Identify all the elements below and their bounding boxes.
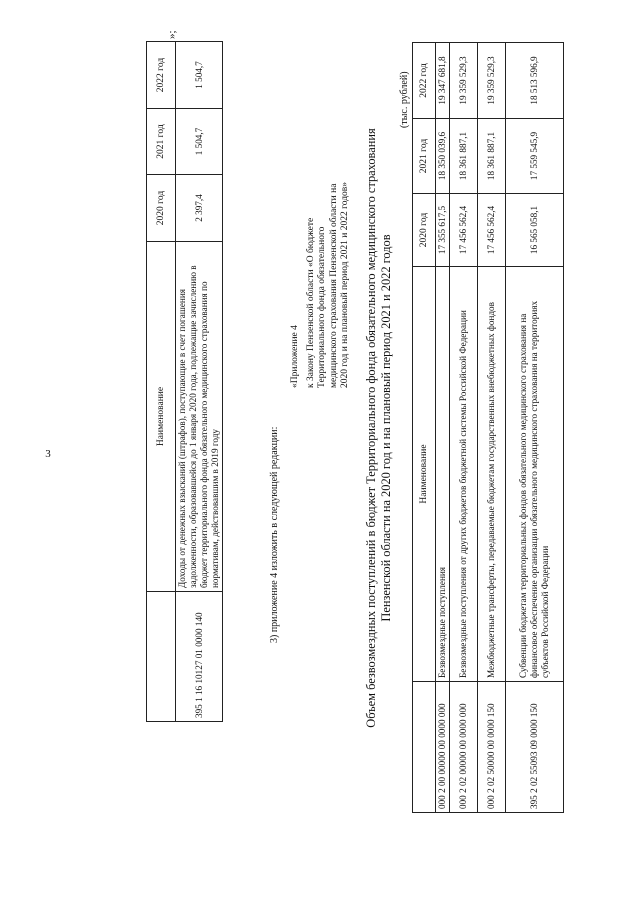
header-name: Наименование [147,241,176,591]
document-title [364,43,394,813]
header-2020: 2020 год [147,174,176,241]
table-row [478,42,506,812]
page-number: 3 [45,448,51,460]
row-value-2022: 19 359 529,3 [450,42,478,118]
row-value-2022: 1 504,7 [176,41,223,108]
title-line: Объем безвозмездных поступлений в бюджет Территориального фонда обязательного медицинского страхования [364,127,378,728]
table-header-row [147,41,176,721]
amendment-text: 3) приложение 4 изложить в следующей редакции: [269,426,280,643]
header-2022: 2022 год [147,41,176,108]
table-row [176,41,223,721]
row-code: 000 2 00 00000 00 0000 000 [436,681,450,812]
row-name: Безвозмездные поступления от других бюджетов бюджетной системы Российской Федерации [450,266,478,681]
row-name: Субвенции бюджетам территориальных фондов обязательного медицинского страхования на финансовое обеспечение организации обязательного медицинского страхования на территориях субъектов Российской Федерации [506,266,564,681]
row-code: 000 2 02 50000 00 0000 150 [478,681,506,812]
table-row [450,42,478,812]
row-code: 000 2 02 00000 00 0000 000 [450,681,478,812]
row-value-2022: 19 359 529,3 [478,42,506,118]
header-code [413,681,436,812]
revenue-table-fines [146,41,223,722]
closing-quote-mark: »; [166,29,178,39]
row-value-2021: 18 361 887,1 [478,118,506,193]
appendix-label: «Приложение 4 [290,324,300,388]
row-name: Межбюджетные трансферты, передаваемые бюджетам государственных внебюджетных фондов [478,266,506,681]
row-name: Безвозмездные поступления [436,266,450,681]
row-name: Доходы от денежных взысканий (штрафов), поступающие в счет погашения задолженности, образовавшейся до 1 января 2020 года, подлежащие зачислению в бюджет территориального фонда обязательного медицинского страхования по нормативам, действовавшим в 2019 году [176,241,223,591]
row-value-2022: 19 347 681,8 [436,42,450,118]
appendix-line: к Закону Пензенской области «О бюджете [305,217,316,388]
row-value-2021: 1 504,7 [176,108,223,174]
row-value-2021: 18 361 887,1 [450,118,478,193]
appendix-line: медицинского страхования Пензенской области на [328,183,339,388]
header-2022: 2022 год [413,42,436,118]
header-code [147,591,176,721]
title-line: Пензенской области на 2020 год и на плановый период 2021 и 2022 годов [379,233,393,622]
row-value-2021: 17 559 545,9 [506,118,564,193]
header-2021: 2021 год [147,108,176,174]
row-value-2020: 2 397,4 [176,174,223,241]
header-2020: 2020 год [413,193,436,266]
row-code: 395 2 02 55093 09 0000 150 [506,681,564,812]
grants-revenue-table [412,42,564,813]
header-2021: 2021 год [413,118,436,193]
table-header-row [413,42,436,812]
row-code: 395 1 16 10127 01 0000 140 [176,591,223,721]
row-value-2022: 18 513 596,9 [506,42,564,118]
table-row [436,42,450,812]
row-value-2020: 16 565 058,1 [506,193,564,266]
row-value-2021: 18 350 039,6 [436,118,450,193]
row-value-2020: 17 456 562,4 [450,193,478,266]
appendix-line: 2020 год и на плановый период 2021 и 2022 годов» [340,181,351,388]
row-value-2020: 17 456 562,4 [478,193,506,266]
rotated-page-content [70,29,570,868]
units-label: (тыс. рублей) [399,70,410,128]
appendix-line: Территориального фонда обязательного [317,226,328,388]
table-row [506,42,564,812]
header-name: Наименование [413,266,436,681]
appendix-header [290,48,352,388]
row-value-2020: 17 355 617,5 [436,193,450,266]
